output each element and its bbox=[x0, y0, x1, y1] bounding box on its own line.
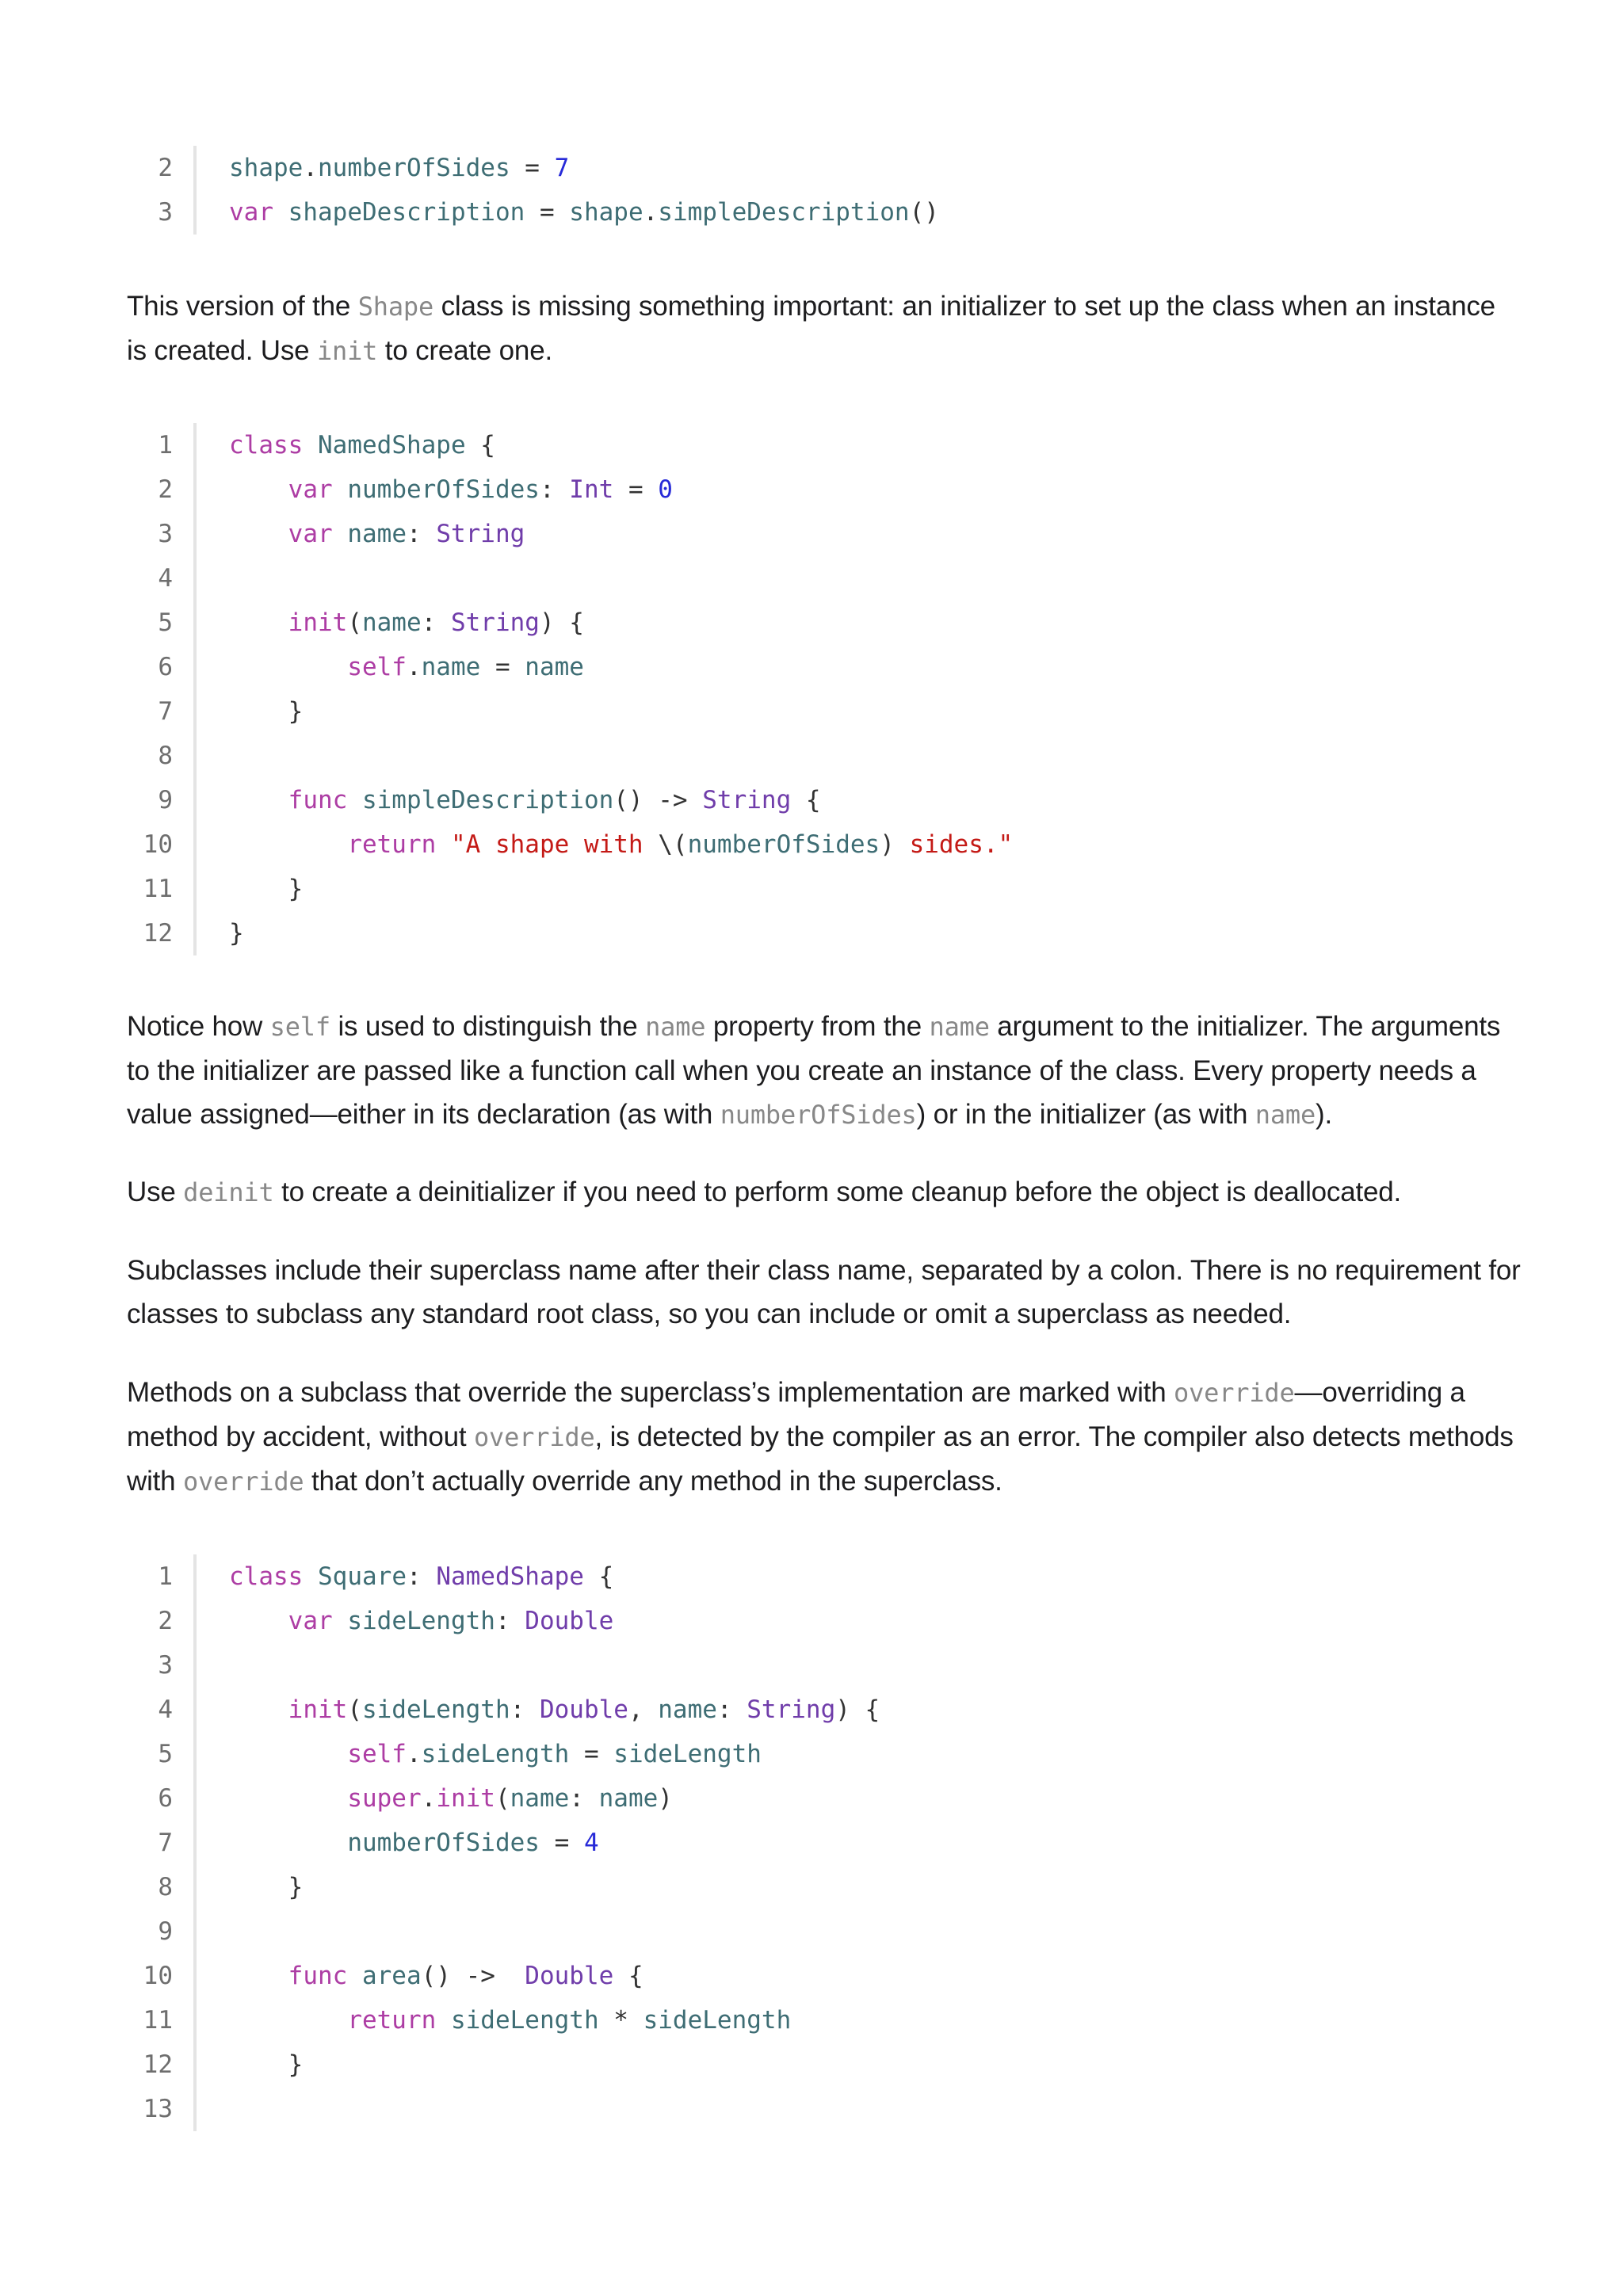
code-token: numberOfSides bbox=[318, 154, 510, 182]
code-line bbox=[127, 1909, 880, 1954]
code-token: String bbox=[436, 520, 525, 548]
code-token: sideLength bbox=[450, 2006, 599, 2035]
inline-code-name: name bbox=[645, 1012, 706, 1042]
code-text bbox=[197, 2087, 229, 2131]
code-line bbox=[127, 645, 1013, 689]
code-token: numberOfSides bbox=[687, 830, 880, 859]
paragraph-deinit bbox=[127, 1170, 1522, 1215]
code-token: : bbox=[406, 520, 437, 548]
code-text bbox=[197, 1865, 303, 1909]
code-line bbox=[127, 146, 939, 190]
code-token: ) bbox=[880, 830, 895, 859]
code-token: var bbox=[288, 1607, 333, 1635]
code-block-square-subclass bbox=[127, 1554, 880, 2131]
code-token: . bbox=[406, 653, 422, 681]
code-token: self bbox=[347, 653, 407, 681]
code-token: name bbox=[421, 653, 481, 681]
code-text bbox=[197, 822, 1013, 867]
code-text bbox=[197, 645, 584, 689]
code-token: sideLength bbox=[421, 1740, 570, 1768]
code-token: , bbox=[628, 1695, 659, 1724]
inline-code-override: override bbox=[1174, 1378, 1295, 1408]
line-number: 9 bbox=[127, 1909, 197, 1954]
code-token: init bbox=[436, 1784, 495, 1813]
code-text bbox=[197, 778, 821, 822]
code-token: name bbox=[510, 1784, 570, 1813]
code-token: shape bbox=[569, 198, 643, 227]
code-token: : bbox=[539, 475, 570, 504]
code-text bbox=[197, 1998, 791, 2042]
code-token: numberOfSides bbox=[347, 475, 540, 504]
code-line bbox=[127, 1998, 880, 2042]
text-run: This version of the bbox=[127, 291, 358, 322]
code-token: : bbox=[569, 1784, 599, 1813]
code-text bbox=[197, 1732, 762, 1776]
code-text bbox=[197, 689, 303, 734]
code-line bbox=[127, 2087, 880, 2131]
code-token: ) { bbox=[539, 608, 584, 637]
text-run: Methods on a subclass that override the superclass’s implementation are marked with bbox=[127, 1377, 1174, 1408]
code-token bbox=[347, 786, 362, 814]
code-text bbox=[197, 512, 525, 556]
code-token: { bbox=[583, 1562, 614, 1591]
code-token: numberOfSides bbox=[347, 1829, 540, 1857]
code-token: } bbox=[229, 2050, 304, 2079]
paragraph-subclasses bbox=[127, 1249, 1522, 1336]
code-token bbox=[333, 520, 348, 548]
text-run: —overriding a method by accident, without bbox=[127, 1377, 1465, 1452]
text-run: is used to distinguish the bbox=[330, 1011, 646, 1042]
code-token: var bbox=[288, 475, 333, 504]
code-token: : bbox=[716, 1695, 747, 1724]
line-number: 4 bbox=[127, 1688, 197, 1732]
code-token: \( bbox=[658, 830, 688, 859]
code-token: Double bbox=[525, 1962, 614, 1990]
code-token: class bbox=[229, 1562, 304, 1591]
code-token: . bbox=[421, 1784, 437, 1813]
code-token: = bbox=[539, 1829, 584, 1857]
line-number: 11 bbox=[127, 867, 197, 911]
line-number: 3 bbox=[127, 190, 197, 235]
code-token: = bbox=[510, 154, 555, 182]
code-token: = bbox=[569, 1740, 614, 1768]
line-number: 10 bbox=[127, 1954, 197, 1998]
line-number: 7 bbox=[127, 1821, 197, 1865]
code-token: area bbox=[361, 1962, 422, 1990]
text-run: ). bbox=[1316, 1099, 1333, 1130]
code-token: sides." bbox=[894, 830, 1014, 859]
code-text bbox=[197, 2042, 303, 2087]
code-line bbox=[127, 778, 1013, 822]
line-number: 9 bbox=[127, 778, 197, 822]
code-token: { bbox=[791, 786, 821, 814]
line-number: 13 bbox=[127, 2087, 197, 2131]
code-line bbox=[127, 1732, 880, 1776]
line-number: 8 bbox=[127, 1865, 197, 1909]
code-token: { bbox=[465, 431, 495, 460]
inline-code-name: name bbox=[929, 1012, 990, 1042]
code-token bbox=[273, 198, 288, 227]
line-number: 3 bbox=[127, 512, 197, 556]
code-token bbox=[229, 1740, 347, 1768]
line-number: 7 bbox=[127, 689, 197, 734]
code-token: shape bbox=[229, 154, 304, 182]
code-line bbox=[127, 822, 1013, 867]
code-token: : bbox=[421, 608, 451, 637]
code-token bbox=[229, 1829, 347, 1857]
code-token: () -> bbox=[613, 786, 703, 814]
code-line bbox=[127, 423, 1013, 467]
line-number: 2 bbox=[127, 467, 197, 512]
code-text bbox=[197, 146, 569, 190]
inline-code-shape: Shape bbox=[357, 292, 434, 322]
code-line bbox=[127, 1599, 880, 1643]
code-token: Double bbox=[539, 1695, 628, 1724]
code-token bbox=[229, 520, 288, 548]
code-text bbox=[197, 867, 303, 911]
inline-code-init: init bbox=[316, 336, 378, 366]
paragraph-override bbox=[127, 1371, 1522, 1504]
code-token: } bbox=[229, 919, 244, 948]
code-token: ( bbox=[347, 1695, 362, 1724]
code-text bbox=[197, 467, 673, 512]
code-token: * bbox=[598, 2006, 643, 2035]
line-number: 6 bbox=[127, 1776, 197, 1821]
code-token: return bbox=[347, 830, 437, 859]
line-number: 1 bbox=[127, 1554, 197, 1599]
code-line bbox=[127, 734, 1013, 778]
text-run: to create a deinitializer if you need to perform some cleanup before the object is deallocated. bbox=[273, 1177, 1402, 1207]
code-token: sideLength bbox=[613, 1740, 762, 1768]
code-token: } bbox=[229, 875, 304, 903]
code-line bbox=[127, 2042, 880, 2087]
code-token bbox=[333, 475, 348, 504]
paragraph-initializer-intro bbox=[127, 284, 1522, 373]
code-token: "A shape with bbox=[450, 830, 659, 859]
code-token: ) { bbox=[835, 1695, 880, 1724]
code-token: super bbox=[347, 1784, 422, 1813]
text-run: class is missing something important: an initializer to set up the class when an instance is created. Use bbox=[127, 291, 1495, 366]
code-token bbox=[303, 431, 318, 460]
code-token bbox=[229, 653, 347, 681]
code-token bbox=[229, 2006, 347, 2035]
code-token bbox=[303, 1562, 318, 1591]
code-token: ( bbox=[347, 608, 362, 637]
code-text bbox=[197, 1599, 613, 1643]
line-number: 8 bbox=[127, 734, 197, 778]
code-line bbox=[127, 1821, 880, 1865]
inline-code-name: name bbox=[1254, 1100, 1316, 1130]
inline-code-deinit: deinit bbox=[183, 1177, 274, 1207]
code-token: name bbox=[361, 608, 422, 637]
text-run: property from the bbox=[705, 1011, 930, 1042]
code-token: = bbox=[480, 653, 525, 681]
code-token: () bbox=[909, 198, 939, 227]
code-token: func bbox=[288, 1962, 348, 1990]
code-token bbox=[333, 1607, 348, 1635]
text-run: that don’t actually override any method in the superclass. bbox=[304, 1466, 1002, 1497]
code-token bbox=[436, 830, 451, 859]
line-number: 2 bbox=[127, 146, 197, 190]
code-token bbox=[229, 786, 288, 814]
code-line bbox=[127, 1865, 880, 1909]
line-number: 5 bbox=[127, 1732, 197, 1776]
code-line bbox=[127, 601, 1013, 645]
code-text bbox=[197, 1954, 643, 1998]
code-line bbox=[127, 1776, 880, 1821]
code-line bbox=[127, 556, 1013, 601]
code-token: ) bbox=[658, 1784, 673, 1813]
code-token: Double bbox=[525, 1607, 614, 1635]
inline-code-override: override bbox=[182, 1466, 304, 1497]
line-number: 2 bbox=[127, 1599, 197, 1643]
code-block-named-shape bbox=[127, 423, 1013, 955]
code-token: { bbox=[613, 1962, 643, 1990]
code-line bbox=[127, 190, 939, 235]
code-token: 0 bbox=[658, 475, 673, 504]
code-text bbox=[197, 734, 229, 778]
code-token: func bbox=[288, 786, 348, 814]
code-token: . bbox=[643, 198, 659, 227]
code-line bbox=[127, 467, 1013, 512]
code-token: class bbox=[229, 431, 304, 460]
code-text bbox=[197, 556, 229, 601]
code-token: 7 bbox=[554, 154, 570, 182]
code-token: name bbox=[347, 520, 407, 548]
code-text bbox=[197, 1776, 673, 1821]
line-number: 6 bbox=[127, 645, 197, 689]
code-text bbox=[197, 1909, 229, 1954]
code-token: String bbox=[702, 786, 792, 814]
code-token: init bbox=[288, 608, 348, 637]
text-run: Subclasses include their superclass name after their class name, separated by a colon. There is no requirement for classes to subclass any standard root class, so you can include or omit a superclass as needed. bbox=[127, 1255, 1521, 1329]
code-token: name bbox=[598, 1784, 659, 1813]
line-number: 4 bbox=[127, 556, 197, 601]
code-line bbox=[127, 867, 1013, 911]
code-token: : bbox=[406, 1562, 437, 1591]
code-line bbox=[127, 1643, 880, 1688]
line-number: 10 bbox=[127, 822, 197, 867]
inline-code-number-of-sides: numberOfSides bbox=[720, 1100, 917, 1130]
code-line bbox=[127, 1954, 880, 1998]
code-block-shape-usage bbox=[127, 146, 939, 235]
code-line bbox=[127, 512, 1013, 556]
code-token: simpleDescription bbox=[361, 786, 614, 814]
code-token: 4 bbox=[583, 1829, 599, 1857]
code-text bbox=[197, 601, 584, 645]
code-token bbox=[229, 475, 288, 504]
code-token: simpleDescription bbox=[658, 198, 910, 227]
code-token: var bbox=[229, 198, 273, 227]
code-token: } bbox=[229, 697, 304, 726]
line-number: 11 bbox=[127, 1998, 197, 2042]
code-text bbox=[197, 190, 939, 235]
code-token: shapeDescription bbox=[288, 198, 525, 227]
code-line bbox=[127, 911, 1013, 955]
code-token: sideLength bbox=[643, 2006, 792, 2035]
code-token bbox=[229, 1962, 288, 1990]
code-line bbox=[127, 1688, 880, 1732]
code-token: String bbox=[450, 608, 540, 637]
code-token bbox=[229, 608, 288, 637]
text-run: Use bbox=[127, 1177, 184, 1207]
line-number: 3 bbox=[127, 1643, 197, 1688]
code-token: . bbox=[303, 154, 318, 182]
code-line bbox=[127, 689, 1013, 734]
code-token: = bbox=[613, 475, 659, 504]
code-token: sideLength bbox=[347, 1607, 495, 1635]
code-token: } bbox=[229, 1873, 304, 1901]
code-token: ( bbox=[495, 1784, 510, 1813]
code-token: init bbox=[288, 1695, 348, 1724]
inline-code-override: override bbox=[473, 1422, 595, 1452]
code-token: () -> bbox=[421, 1962, 525, 1990]
code-token: = bbox=[525, 198, 570, 227]
code-line bbox=[127, 1554, 880, 1599]
code-token bbox=[347, 1962, 362, 1990]
code-token: var bbox=[288, 520, 333, 548]
line-number: 12 bbox=[127, 2042, 197, 2087]
code-text bbox=[197, 423, 495, 467]
code-token: name bbox=[525, 653, 584, 681]
code-token: Square bbox=[318, 1562, 407, 1591]
line-number: 12 bbox=[127, 911, 197, 955]
code-token: Int bbox=[569, 475, 614, 504]
text-run: ) or in the initializer (as with bbox=[916, 1099, 1255, 1130]
code-token bbox=[229, 1695, 288, 1724]
code-token: : bbox=[510, 1695, 540, 1724]
code-token bbox=[229, 1607, 288, 1635]
text-run: , is detected by the compiler as an error. The compiler also detects methods with bbox=[127, 1421, 1514, 1497]
code-text bbox=[197, 1643, 229, 1688]
line-number: 1 bbox=[127, 423, 197, 467]
code-token: self bbox=[347, 1740, 407, 1768]
code-token: String bbox=[747, 1695, 836, 1724]
code-token: return bbox=[347, 2006, 437, 2035]
code-token bbox=[229, 830, 347, 859]
line-number: 5 bbox=[127, 601, 197, 645]
code-token: . bbox=[406, 1740, 422, 1768]
code-token bbox=[229, 1784, 347, 1813]
code-text bbox=[197, 1554, 613, 1599]
code-token: : bbox=[495, 1607, 525, 1635]
text-run: Notice how bbox=[127, 1011, 270, 1042]
code-token bbox=[436, 2006, 451, 2035]
text-run: argument to the initializer. The arguments to the initializer are passed like a function call when you create an instance of the class. Every property needs a value assigned—either in its declaration (as with bbox=[127, 1011, 1501, 1130]
code-token: name bbox=[658, 1695, 717, 1724]
code-token: NamedShape bbox=[318, 431, 466, 460]
code-token: NamedShape bbox=[436, 1562, 584, 1591]
text-run: to create one. bbox=[377, 335, 552, 366]
code-token: sideLength bbox=[361, 1695, 510, 1724]
code-text bbox=[197, 1688, 880, 1732]
code-text bbox=[197, 911, 244, 955]
code-text bbox=[197, 1821, 599, 1865]
inline-code-self: self bbox=[269, 1012, 330, 1042]
paragraph-self-explanation bbox=[127, 1005, 1522, 1137]
